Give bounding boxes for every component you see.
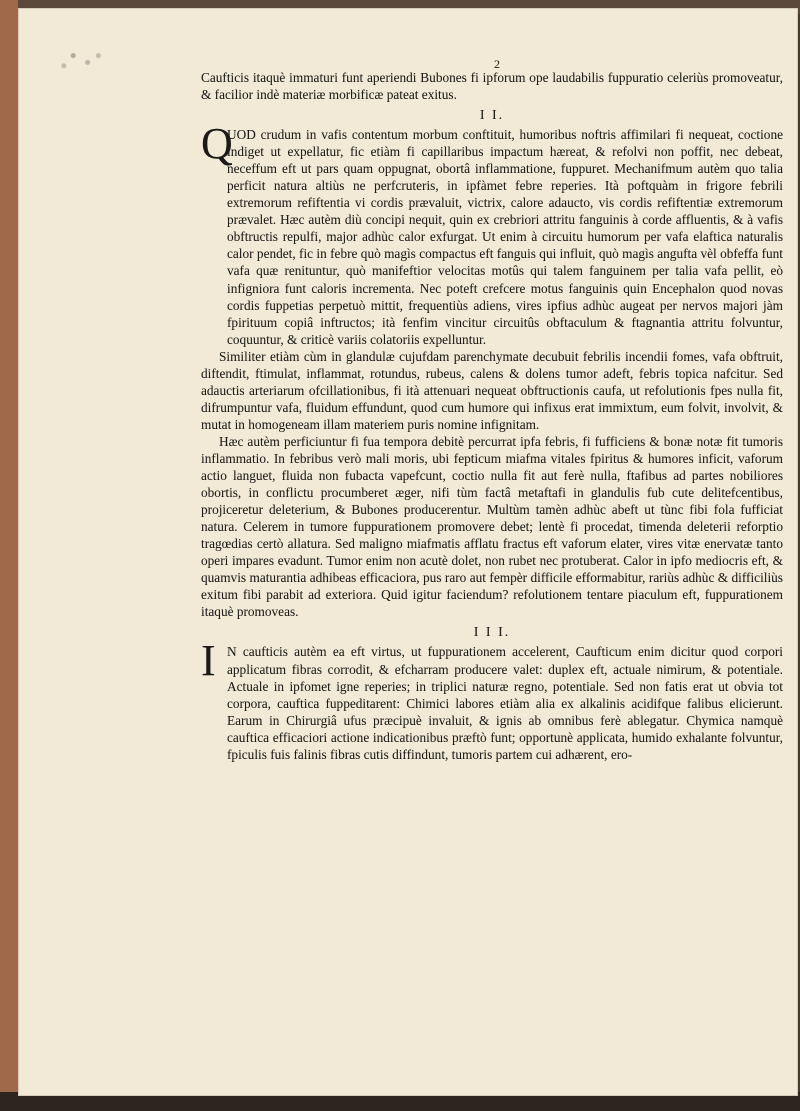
body-text: [201, 69, 783, 763]
book-spine-edge: [0, 0, 18, 1111]
paragraph-2: [201, 119, 783, 348]
page-number: 2: [494, 57, 500, 71]
section-number-ii: I I.: [479, 108, 505, 124]
paragraph-2-text: UOD crudum in vafis contentum morbum conftituit, humoribus noftris affimilari fi nequeat, coctione indiget ut expellatur, fic etiàm fi capillaribus impactum hæreat, & refolvi non poffit, nec debeat, neceffum eft ut pars quam oppugnat, obortâ inflammatione, fuppuret. Mechanifmum autèm quo talia perficit natura altiùs ne perfcruteris, in ipfàmet febre reperies. Ità poftquàm in frigore febrili extremorum refiftentia vi cordis prævaluit, victrix, calore adaucto, vis cordis refiftentiæ extremorum prævalet. Hæc autèm diù concipi nequit, quin ex crebriori attritu fanguinis à corde affluentis, & à vafis obftructis repulfi, major adhùc calor exfurgat. Ut enim à circuitu humorum per vafa elaftica naturalis calor pendet, fic in febre quò magìs compactus eft fanguis qui influit, quò magìs angufta vèl obfeffa funt vafa quæ renituntur, quò manifeftior velocitas motûs qui talem fanguinem per talia vafa pellit, eò infigniora funt caloris incrementa. Nec poteft crefcere motus fanguinis quin Encephalon quod novas cordis fuppetias perpetuò mittit, frequentiùs adiens, vires ipfius adhùc augeat per nervos majori jàm fpirituum copiâ inftructos; ità fenfim vincitur circuitûs obftaculum & ftagnantia attritu folvuntur, coquuntur, & criticè variis colatoriis expelluntur.: [227, 127, 783, 347]
section-number-iii: I I I.: [473, 625, 511, 641]
ink-smudge: [48, 42, 120, 76]
dropcap-letter: I: [201, 636, 216, 686]
document-page: [18, 8, 798, 1096]
paragraph-1: Caufticis itaquè immaturi funt aperiendi Bubones fi ipforum ope laudabilis fuppuratio celeriùs promoveatur, & facilior indè materiæ morbificæ pateat exitus.: [201, 70, 783, 103]
paragraph-3: Similiter etiàm cùm in glandulæ cujufdam parenchymate decubuit febrilis incendii fomes, vafa obftruit, diftendit, ftimulat, inflammat, rotundus, rubeus, calens & dolens tumor adeft, febris topica nafcitur. Sed adauctis arteriarum ofcillationibus, fi ità attenuari nequeat obftructionis caufa, ut refolutionis fpes nulla fit, difrumpuntur vafa, fluidum effundunt, quod cum humore qui infixus erat immixtum, eum folvit, involvit, & mutat in homogeneam illam materiem puris nomine infignitam.: [201, 348, 783, 432]
paragraph-5-text: N caufticis autèm ea eft virtus, ut fuppurationem accelerent, Caufticum enim dicitur quod corpori applicatum fibras corrodit, & efcharram producere valet: duplex eft, actuale nimirum, & potentiale. Actuale in ipfomet igne reperies; in triplici naturæ regno, potentiale. Sed non fatis erat ut obvia tot corpora, cauftica fuppeditarent: Chimici labores etiàm alia ex alkalinis acidifque falibus elicierunt. Earum in Chirurgiâ ufus præcipuè invaluit, & ignis ab omnibus ferè ablegatur. Chymica namquè cauftica efficaciori actione indicationibus præftò funt; opportunè applicata, humido exhalante folvuntur, fpiculis fuis falinis fibras cutis diffindunt, tumoris partem cui adhærent, ero-: [227, 644, 783, 762]
dropcap-letter: Q: [201, 119, 233, 169]
paragraph-4: Hæc autèm perficiuntur fi fua tempora debitè percurrat ipfa febris, fi fufficiens & bonæ notæ fit tumoris inflammatio. In febribus verò mali moris, ubi fepticum miafma vitales fpiritus & humores inficit, vaforum actio languet, fluida non fubacta vapefcunt, coctio nulla fit aut ferè nulla, ftafibus ad partes nobiliores obortis, in conflictu procumberet æger, nifi tùm factâ metaftafi in glandulis fub cute delitefcentibus, projiceretur deleterium, & Bubones producerentur. Multùm tamèn adhùc abeft ut tùnc fibi fola fufficiat natura. Celerem in tumore fuppurationem promovere debet; lentè fi procedat, timenda deleterii reforptio tragœdias certò allatura. Sed maligno miafmatis afflatu fractus eft vaforum elater, vires vitæ enervatæ tanto operi impares evadunt. Tumor enim non acutè dolet, non rubet nec protuberat. Calor in ipfo mediocris eft, & quamvis maturantia adhibeas efficaciora, pus raro aut fempèr difficile efformabitur, rariùs adhùc & difficiliùs exitum fibi parabit ad exteriora. Quid igitur faciendum? refolutionem tentare piaculum eft, fuppurationem itaquè promoveas.: [201, 433, 783, 620]
paragraph-5: [201, 636, 783, 762]
